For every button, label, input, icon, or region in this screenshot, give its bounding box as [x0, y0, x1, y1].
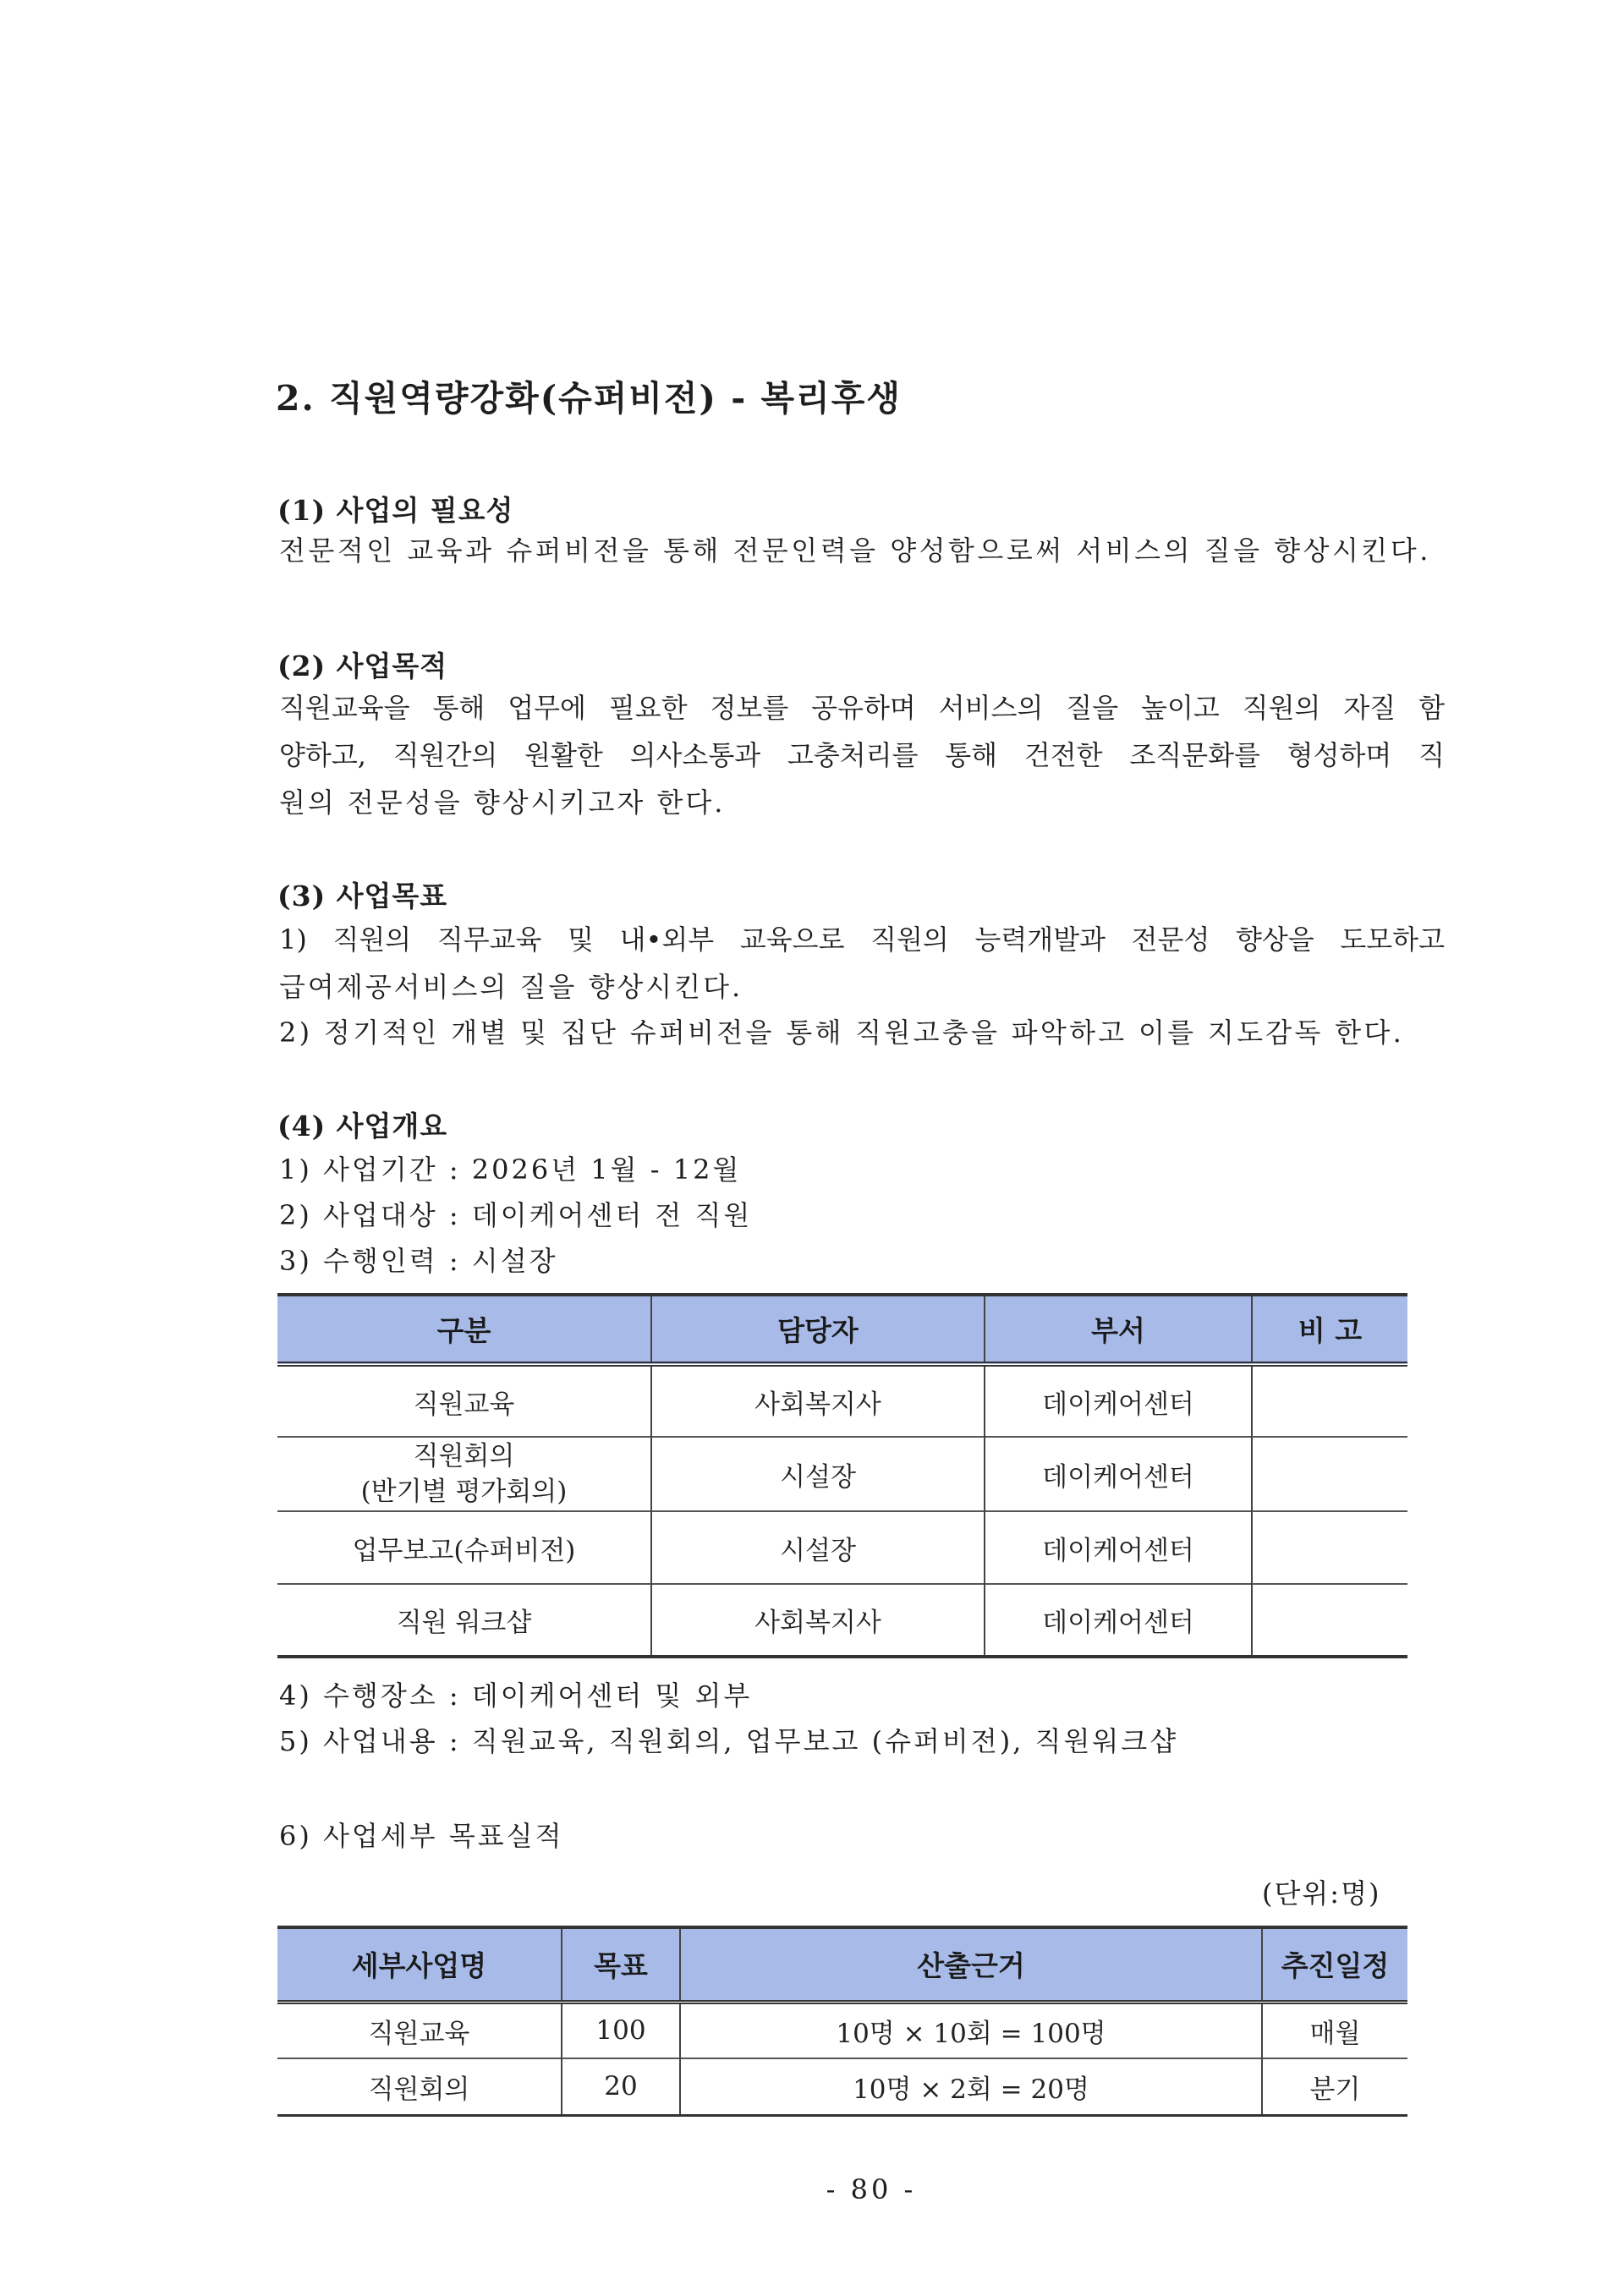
section-2-heading: (2) 사업목적: [277, 649, 448, 682]
column-header: 담당자: [651, 1295, 985, 1364]
staff-table-header-row: [277, 1295, 1407, 1364]
page-number: - 80 -: [826, 2173, 917, 2206]
table-cell: [1252, 1584, 1407, 1657]
target-table: [277, 1926, 1407, 2117]
overview-item: 1) 사업기간 : 2026년 1월 - 12월: [279, 1153, 742, 1186]
table-cell: 데이케어센터: [985, 1584, 1252, 1657]
table-cell: [1252, 1511, 1407, 1584]
staff-table: [277, 1293, 1407, 1658]
section-1-heading: (1) 사업의 필요성: [277, 494, 514, 527]
unit-label: (단위:명): [1262, 1877, 1381, 1910]
section-1-text: 전문적인 교육과 슈퍼비전을 통해 전문인력을 양성함으로써 서비스의 질을 향상시킨다.: [279, 534, 1431, 567]
table-cell: 업무보고(슈퍼비전): [277, 1511, 651, 1584]
overview-item: 4) 수행장소 : 데이케어센터 및 외부: [279, 1680, 753, 1712]
table-cell: [1252, 1437, 1407, 1511]
column-header: 세부사업명: [277, 1927, 562, 2002]
section-3-heading: (3) 사업목표: [277, 879, 448, 912]
table-cell: 사회복지사: [651, 1364, 985, 1437]
table-cell: [1252, 1364, 1407, 1437]
column-header: 부서: [985, 1295, 1252, 1364]
table-row: [277, 1511, 1407, 1584]
column-header: 비 고: [1252, 1295, 1407, 1364]
target-table-header-row: [277, 1927, 1407, 2002]
table-cell: 직원교육: [277, 2002, 562, 2058]
table-row: [277, 2002, 1407, 2058]
table-row: [277, 1584, 1407, 1657]
table-row: [277, 1364, 1407, 1437]
column-header: 목표: [562, 1927, 680, 2002]
section-3-line: 급여제공서비스의 질을 향상시킨다.: [279, 971, 743, 1003]
section-2-line: 원의 전문성을 향상시키고자 한다.: [279, 786, 726, 819]
table-cell: 데이케어센터: [985, 1364, 1252, 1437]
page-title: 2. 직원역량강화(슈퍼비전) - 복리후생: [276, 378, 902, 419]
overview-item: 3) 수행인력 : 시설장: [279, 1245, 558, 1277]
table-cell: 사회복지사: [651, 1584, 985, 1657]
table-cell: 시설장: [651, 1437, 985, 1511]
section-2-line: 직원교육을 통해 업무에 필요한 정보를 공유하며 서비스의 질을 높이고 직원의 자질 함: [279, 692, 1445, 724]
table-cell: 100: [562, 2002, 680, 2058]
section-3-line: 2) 정기적인 개별 및 집단 슈퍼비전을 통해 직원고충을 파악하고 이를 지도감독 한다.: [279, 1016, 1405, 1049]
table-cell: 분기: [1262, 2058, 1407, 2115]
table-row: [277, 1437, 1407, 1511]
table-cell: 직원회의 (반기별 평가회의): [277, 1437, 651, 1511]
overview-item: 2) 사업대상 : 데이케어센터 전 직원: [279, 1199, 753, 1231]
table-cell: 10명 × 10회 = 100명: [680, 2002, 1262, 2058]
section-3-line: 1) 직원의 직무교육 및 내•외부 교육으로 직원의 능력개발과 전문성 향상을 도모하고: [279, 923, 1445, 956]
table-cell: 시설장: [651, 1511, 985, 1584]
section-2-line: 양하고, 직원간의 원활한 의사소통과 고충처리를 통해 건전한 조직문화를 형성하며 직: [279, 739, 1445, 771]
table-cell: 데이케어센터: [985, 1437, 1252, 1511]
column-header: 산출근거: [680, 1927, 1262, 2002]
overview-item: 5) 사업내용 : 직원교육, 직원회의, 업무보고 (슈퍼비전), 직원워크샵: [279, 1725, 1179, 1757]
table-cell: 직원 워크샵: [277, 1584, 651, 1657]
table-row: [277, 2058, 1407, 2115]
table-cell: 매월: [1262, 2002, 1407, 2058]
table-cell: 직원교육: [277, 1364, 651, 1437]
table-cell: 10명 × 2회 = 20명: [680, 2058, 1262, 2115]
table-cell: 데이케어센터: [985, 1511, 1252, 1584]
section-4-heading: (4) 사업개요: [277, 1110, 448, 1143]
table-cell: 직원회의: [277, 2058, 562, 2115]
detail-heading: 6) 사업세부 목표실적: [279, 1820, 564, 1852]
table-cell: 20: [562, 2058, 680, 2115]
column-header: 구분: [277, 1295, 651, 1364]
column-header: 추진일정: [1262, 1927, 1407, 2002]
